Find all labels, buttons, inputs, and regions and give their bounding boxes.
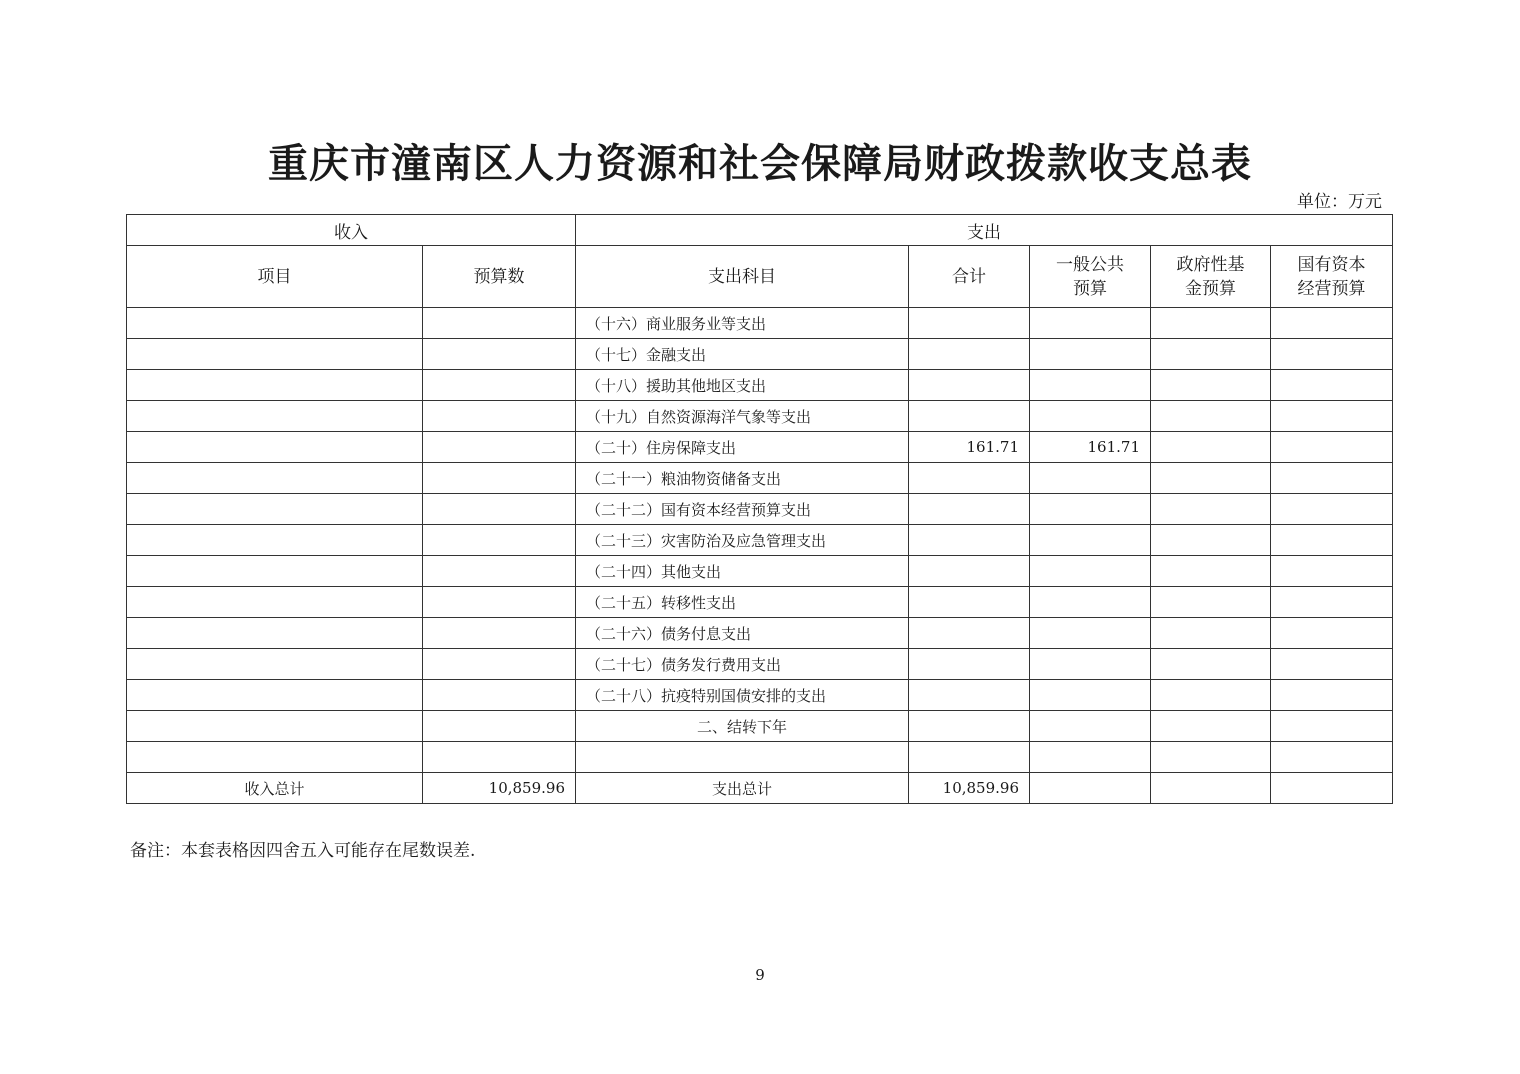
cell-budget	[423, 494, 576, 525]
cell-general-public	[1030, 711, 1151, 742]
cell-total	[909, 587, 1030, 618]
cell-total	[909, 525, 1030, 556]
cell-item	[127, 432, 423, 463]
col-header-government-fund: 政府性基金预算	[1151, 246, 1271, 308]
cell-government-fund	[1151, 308, 1271, 339]
table-row	[127, 401, 1393, 432]
cell-expense-subject	[576, 742, 909, 773]
cell-item	[127, 711, 423, 742]
col-header-budget: 预算数	[423, 246, 576, 308]
general-total-value	[1030, 773, 1151, 804]
gov-fund-total-value	[1151, 773, 1271, 804]
cell-budget	[423, 587, 576, 618]
cell-total	[909, 711, 1030, 742]
table-row	[127, 742, 1393, 773]
cell-government-fund	[1151, 680, 1271, 711]
cell-expense-subject: （二十四）其他支出	[576, 556, 909, 587]
cell-state-capital	[1271, 339, 1393, 370]
cell-government-fund	[1151, 587, 1271, 618]
cell-total	[909, 556, 1030, 587]
table-row	[127, 649, 1393, 680]
cell-government-fund	[1151, 463, 1271, 494]
cell-expense-subject: （十八）援助其他地区支出	[576, 370, 909, 401]
income-total-value: 10,859.96	[423, 773, 576, 804]
cell-state-capital	[1271, 742, 1393, 773]
cell-total	[909, 339, 1030, 370]
unit-label: 单位：万元	[1297, 192, 1382, 212]
group-header-row	[127, 215, 1393, 246]
footnote: 备注：本套表格因四舍五入可能存在尾数误差.	[130, 841, 476, 861]
table-body	[127, 308, 1393, 773]
cell-general-public	[1030, 525, 1151, 556]
cell-general-public: 161.71	[1030, 432, 1151, 463]
cell-expense-subject: 二、结转下年	[576, 711, 909, 742]
cell-expense-subject: （二十三）灾害防治及应急管理支出	[576, 525, 909, 556]
cell-budget	[423, 370, 576, 401]
cell-budget	[423, 742, 576, 773]
income-total-label: 收入总计	[127, 773, 423, 804]
cell-total	[909, 494, 1030, 525]
cell-expense-subject: （十七）金融支出	[576, 339, 909, 370]
cell-general-public	[1030, 680, 1151, 711]
table-row	[127, 556, 1393, 587]
table-row	[127, 432, 1393, 463]
col-header-general-public: 一般公共预算	[1030, 246, 1151, 308]
table-row	[127, 680, 1393, 711]
cell-budget	[423, 525, 576, 556]
cell-item	[127, 401, 423, 432]
cell-state-capital	[1271, 463, 1393, 494]
table-row	[127, 308, 1393, 339]
cell-budget	[423, 649, 576, 680]
cell-total	[909, 618, 1030, 649]
table-row	[127, 463, 1393, 494]
cell-expense-subject: （二十八）抗疫特别国债安排的支出	[576, 680, 909, 711]
income-group-header: 收入	[127, 215, 576, 246]
cell-government-fund	[1151, 618, 1271, 649]
cell-item	[127, 680, 423, 711]
cell-state-capital	[1271, 525, 1393, 556]
cell-state-capital	[1271, 680, 1393, 711]
cell-item	[127, 525, 423, 556]
cell-general-public	[1030, 649, 1151, 680]
page-title: 重庆市潼南区人力资源和社会保障局财政拨款收支总表	[268, 140, 1252, 187]
cell-item	[127, 587, 423, 618]
cell-general-public	[1030, 401, 1151, 432]
col-header-expense-subject: 支出科目	[576, 246, 909, 308]
cell-government-fund	[1151, 556, 1271, 587]
cell-government-fund	[1151, 432, 1271, 463]
cell-total	[909, 401, 1030, 432]
table-row	[127, 494, 1393, 525]
cell-expense-subject: （二十五）转移性支出	[576, 587, 909, 618]
cell-item	[127, 649, 423, 680]
cell-total	[909, 680, 1030, 711]
cell-budget	[423, 432, 576, 463]
cell-state-capital	[1271, 587, 1393, 618]
cell-government-fund	[1151, 525, 1271, 556]
cell-state-capital	[1271, 370, 1393, 401]
cell-total	[909, 308, 1030, 339]
cell-total	[909, 463, 1030, 494]
col-header-item: 项目	[127, 246, 423, 308]
col-header-total: 合计	[909, 246, 1030, 308]
cell-state-capital	[1271, 308, 1393, 339]
cell-budget	[423, 339, 576, 370]
cell-budget	[423, 618, 576, 649]
expense-total-value: 10,859.96	[909, 773, 1030, 804]
expense-total-label: 支出总计	[576, 773, 909, 804]
cell-expense-subject: （二十六）债务付息支出	[576, 618, 909, 649]
cell-state-capital	[1271, 556, 1393, 587]
cell-government-fund	[1151, 370, 1271, 401]
cell-government-fund	[1151, 649, 1271, 680]
budget-table	[126, 214, 1393, 804]
table-row	[127, 339, 1393, 370]
cell-item	[127, 339, 423, 370]
cell-government-fund	[1151, 742, 1271, 773]
cell-budget	[423, 556, 576, 587]
cell-budget	[423, 463, 576, 494]
cell-item	[127, 463, 423, 494]
page-number: 9	[755, 966, 765, 984]
cell-general-public	[1030, 494, 1151, 525]
cell-general-public	[1030, 370, 1151, 401]
table-row	[127, 618, 1393, 649]
cell-item	[127, 494, 423, 525]
cell-expense-subject: （二十七）债务发行费用支出	[576, 649, 909, 680]
cell-item	[127, 556, 423, 587]
cell-general-public	[1030, 308, 1151, 339]
cell-state-capital	[1271, 432, 1393, 463]
cell-item	[127, 742, 423, 773]
table-row	[127, 525, 1393, 556]
cell-item	[127, 370, 423, 401]
cell-item	[127, 308, 423, 339]
cell-government-fund	[1151, 711, 1271, 742]
cell-general-public	[1030, 463, 1151, 494]
cell-expense-subject: （二十）住房保障支出	[576, 432, 909, 463]
cell-state-capital	[1271, 401, 1393, 432]
column-header-row	[127, 246, 1393, 308]
cell-state-capital	[1271, 649, 1393, 680]
table-row	[127, 370, 1393, 401]
cell-item	[127, 618, 423, 649]
cell-state-capital	[1271, 711, 1393, 742]
cell-total	[909, 370, 1030, 401]
cell-total	[909, 742, 1030, 773]
cell-general-public	[1030, 556, 1151, 587]
col-header-state-capital: 国有资本经营预算	[1271, 246, 1393, 308]
cell-state-capital	[1271, 494, 1393, 525]
cell-general-public	[1030, 742, 1151, 773]
expense-group-header: 支出	[576, 215, 1393, 246]
cell-budget	[423, 711, 576, 742]
cell-expense-subject: （二十二）国有资本经营预算支出	[576, 494, 909, 525]
cell-total: 161.71	[909, 432, 1030, 463]
state-cap-total-value	[1271, 773, 1393, 804]
cell-government-fund	[1151, 401, 1271, 432]
cell-general-public	[1030, 587, 1151, 618]
cell-budget	[423, 401, 576, 432]
cell-budget	[423, 308, 576, 339]
totals-row	[127, 773, 1393, 804]
cell-expense-subject: （二十一）粮油物资储备支出	[576, 463, 909, 494]
table-row	[127, 711, 1393, 742]
cell-expense-subject: （十六）商业服务业等支出	[576, 308, 909, 339]
cell-total	[909, 649, 1030, 680]
table-row	[127, 587, 1393, 618]
cell-government-fund	[1151, 494, 1271, 525]
cell-budget	[423, 680, 576, 711]
cell-general-public	[1030, 618, 1151, 649]
cell-general-public	[1030, 339, 1151, 370]
cell-expense-subject: （十九）自然资源海洋气象等支出	[576, 401, 909, 432]
cell-government-fund	[1151, 339, 1271, 370]
cell-state-capital	[1271, 618, 1393, 649]
